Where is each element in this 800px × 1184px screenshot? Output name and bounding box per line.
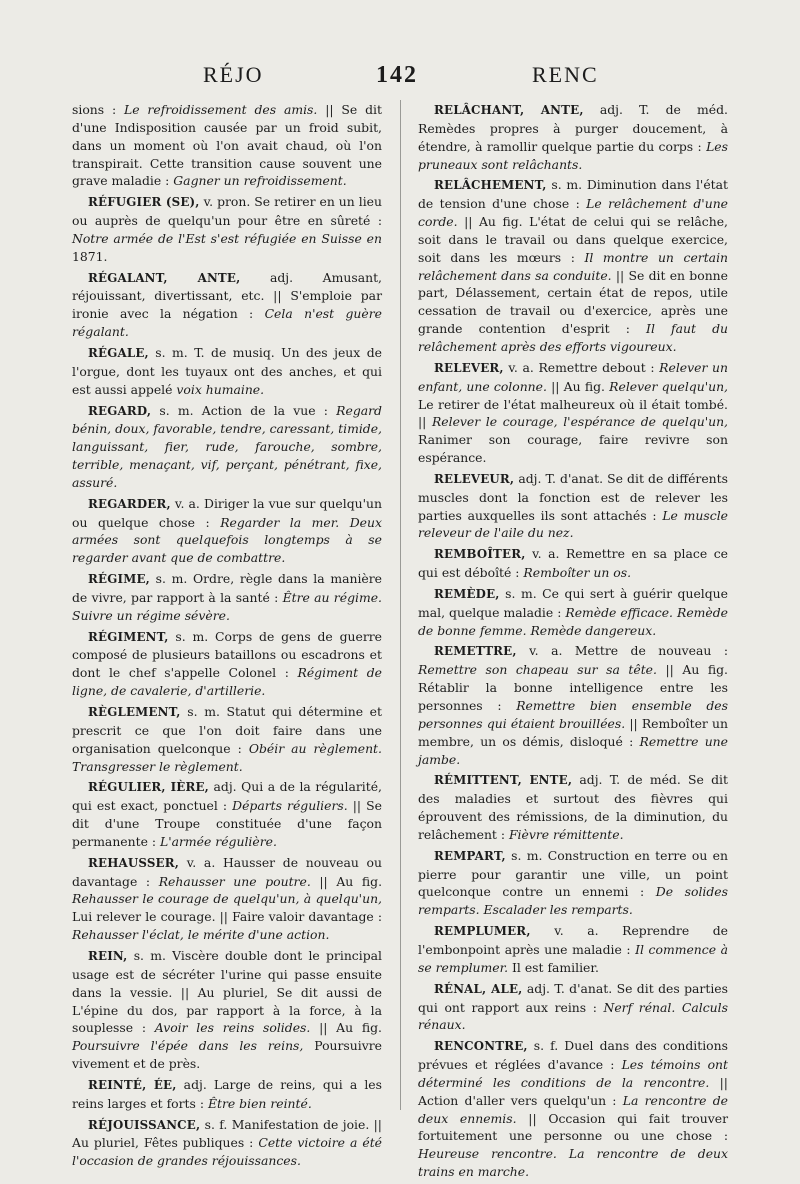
entry-headword: REGARDER, [88,496,171,511]
entry-definition: || Se dit en bonne part, Délassement, certain état de repos, utile cessation de travail ou d'exercice, après une grande contention d'esprit : [418,267,728,337]
dictionary-entry [418,642,728,768]
entry-example: Relever un enfant, une colonne. [418,359,728,394]
entry-definition: s. f. Duel dans des conditions prévues et réglées d'avance : [418,1038,728,1073]
entry-example: Heureuse rencontre. La rencontre de deux trains en marche. [418,1146,728,1180]
entry-example: La rencontre de deux ennemis. [418,1092,728,1126]
entry-definition: adj. Large de reins, qui a les reins larges et forts : [72,1076,382,1111]
entry-definition: || Au fig. [310,1020,382,1036]
entry-definition: v. a. Reprendre de l'embonpoint après une maladie : [418,923,728,957]
entry-example: Remède efficace. Remède de bonne femme. Remède dangereux. [418,604,728,638]
entry-definition: sions : [72,102,125,117]
entry-definition: Le retirer de l'état malheureux où il était tombé. || [418,396,728,430]
dictionary-entry [418,359,728,467]
entry-definition: Il est familier. [508,959,599,975]
entry-example: L'armée régulière. [159,833,277,849]
entry-example: Le refroidissement des amis. [124,102,318,117]
entry-headword: RÉGULIER, IÈRE, [88,780,209,795]
entry-example: Régiment de ligne, de cavalerie, d'artillerie. [72,665,382,699]
entry-headword: REMPLUMER, [434,924,531,939]
dictionary-entry [72,703,382,775]
entry-headword: REMETTRE, [434,644,517,659]
entry-example: Rehausser le courage de quelqu'un, à quelqu'un, [72,891,382,907]
entry-example: Départs réguliers. [232,798,348,814]
dictionary-entry [418,101,728,173]
entry-example: Notre armée de l'Est s'est réfugiée en Suisse en [72,230,382,246]
entry-example: Être au régime. Suivre un régime sévère. [72,589,382,623]
dictionary-entry [72,570,382,625]
entry-example: Remettre son chapeau sur sa tête. [418,662,657,678]
entry-example: Fièvre rémittente. [508,826,624,842]
entry-definition: adj. Qui a de la régularité, qui est exact, ponctuel : [72,779,382,814]
entry-example: Avoir les reins solides. [154,1020,311,1036]
entry-example: Poursuivre l'épée dans les reins, [72,1038,304,1054]
entry-definition: v. pron. Se retirer en un lieu ou auprès de quelqu'un pour être en sûreté : [72,194,382,229]
entry-definition: || Au fig. [310,873,383,889]
entry-example: Relever quelqu'un, [609,378,728,394]
entry-headword: RELEVEUR, [434,471,515,486]
entry-example: Remettre bien ensemble des personnes qui étaient brouillées. [418,698,728,731]
entry-example: Cela n'est guère régalant. [72,306,382,340]
entry-example: voix humaine. [176,381,265,397]
dictionary-entry [72,495,382,567]
entry-definition: || Au fig. L'état de celui qui se relâche, soit dans le travail ou dans quelque exercice, soit dans les mœurs : [418,214,728,265]
entry-example: Il montre un certain relâchement dans sa conduite. [418,249,729,283]
entry-example: Être bien reinté. [207,1095,312,1111]
entry-example: Le relâchement d'une corde. [418,196,729,230]
dictionary-entry [418,847,728,919]
entry-headword: REGARD, [88,403,152,418]
running-header [0,62,800,94]
entry-definition: adj. T. d'anat. Se dit des parties qui ont rapport aux reins : [418,980,728,1015]
entry-example: Remettre une jambe. [418,733,728,767]
entry-definition: || Action d'aller vers quelqu'un : [418,1074,728,1108]
entry-headword: RÉGALE, [88,345,149,360]
dictionary-entry [72,101,382,190]
dictionary-entry [72,854,382,944]
entry-example: De solides remparts. Escalader les remparts. [418,884,728,918]
entry-definition: s. m. Ce qui sert à guérir quelque mal, quelque maladie : [418,585,728,620]
entry-definition: Ranimer son courage, faire revivre son espérance. [418,432,728,466]
dictionary-entry [418,545,728,582]
entry-definition: s. m. Ordre, règle dans la manière de vivre, par rapport à la santé : [72,571,382,605]
entry-headword: REHAUSSER, [88,855,180,870]
entry-example: Nerf rénal. Calculs rénaux. [418,999,728,1033]
entry-headword: RÉNAL, ALE, [434,981,523,996]
entry-headword: RELÂCHEMENT, [434,178,547,193]
entry-definition: adj. Amusant, réjouissant, divertissant, etc. || S'emploie par ironie avec la négation : [72,269,382,322]
entry-definition: || Occasion qui fait trouver fortuitement une personne ou une chose : [418,1110,728,1144]
entry-definition: s. m. Corps de gens de guerre composé de plusieurs bataillons ou escadrons et dont le chef s'appelle Colonel : [72,628,382,681]
entry-definition: || Au fig. [546,378,610,394]
page-number: 142 [376,62,418,88]
entry-definition: v. a. Remettre debout : [503,359,660,375]
entry-headword: REIN, [88,948,128,963]
header-right-guideword: RENC [532,62,599,87]
entry-example: Remboîter un os. [523,565,632,581]
entry-example: Obéir au règlement. Transgresser le règlement. [72,740,382,774]
entry-definition: 1871. [72,248,108,264]
header-left-guideword: RÉJO [203,62,264,87]
right-column [418,101,728,1184]
dictionary-entry [72,193,382,265]
entry-example: Rehausser l'éclat, le mérite d'une action. [72,927,330,943]
entry-definition: adj. T. de méd. Se dit des maladies et surtout des fièvres qui éprouvent des rémissions, de la diminution, du relâchement : [418,772,728,842]
dictionary-entry [72,628,382,700]
entry-headword: RÉMITTENT, ENTE, [434,773,573,788]
entry-headword: RENCONTRE, [434,1039,528,1054]
entry-definition: adj. T. d'anat. Se dit de différents muscles dont la fonction est de relever les parties auxquelles ils sont attachés : [418,470,728,523]
entry-definition: v. a. Mettre de nouveau : [516,643,728,659]
entry-headword: RÉGALANT, ANTE, [88,270,241,285]
left-column [72,101,382,1173]
entry-definition: Lui relever le courage. || Faire valoir davantage : [72,909,382,925]
dictionary-entry [72,402,382,492]
entry-definition: s. m. T. de musiq. Un des jeux de l'orgue, dont les tuyaux ont des anches, et qui est aussi appelé [72,344,382,397]
dictionary-entry [72,1076,382,1113]
entry-headword: REINTÉ, ÉE, [88,1077,177,1092]
entry-example: Le muscle releveur de l'aile du nez. [418,507,728,541]
dictionary-entry [418,470,728,542]
entry-definition: s. m. Statut qui détermine et prescrit ce que l'on doit faire dans une organisation quelconque : [72,704,382,756]
entry-headword: RELÂCHANT, ANTE, [434,103,584,117]
entry-definition: || Remboîter un membre, un os démis, disloqué : [418,715,728,749]
entry-example: Cette victoire a été l'occasion de grandes réjouissances. [72,1135,383,1169]
entry-example: Les témoins ont déterminé les conditions de la rencontre. [418,1057,728,1090]
dictionary-entry [418,922,728,977]
entry-example: Regard bénin, doux, favorable, tendre, caressant, timide, languissant, fier, rude, farouche, sombre, terrible, menaçant, vif, perçant, pénétrant, fixe, assuré. [72,402,382,490]
dictionary-entry [418,1037,728,1181]
entry-definition: v. a. Remettre en sa place ce qui est déboîté : [418,546,728,581]
dictionary-entry [72,778,382,850]
entry-headword: RÉGIME, [88,572,150,587]
entry-example: Il commence à se remplumer. [418,941,728,975]
entry-definition: s. f. Manifestation de joie. || Au pluriel, Fêtes publiques : [72,1116,382,1151]
entry-example: Les pruneaux sont relâchants. [418,138,728,172]
entry-definition: || Se dit d'une Indisposition causée par un froid subit, dans un moment où l'on avait chaud, où l'on transpirait. Cette transition cause souvent une grave maladie : [72,102,382,189]
entry-definition: v. a. Diriger la vue sur quelqu'un ou quelque chose : [72,495,382,530]
entry-definition: Poursuivre vivement et de près. [72,1038,382,1072]
column-divider [400,100,401,1110]
entry-definition: adj. T. de méd. Remèdes propres à purger doucement, à étendre, à ramollir quelque partie du corps : [418,102,728,154]
entry-example: Il faut du relâchement après des efforts vigoureux. [418,321,728,354]
entry-headword: RÈGLEMENT, [88,705,181,719]
entry-headword: REMPART, [434,848,506,863]
dictionary-entry [418,585,728,640]
entry-example: Rehausser une poutre. [158,873,311,889]
entry-headword: REMBOÎTER, [434,547,526,562]
dictionary-entry [418,176,728,355]
entry-definition: || Se dit d'une Troupe constituée d'une façon permanente : [72,798,382,849]
entry-definition: s. m. Action de la vue : [151,402,337,418]
entry-definition: s. m. Diminution dans l'état de tension d'une chose : [418,177,728,212]
entry-headword: RELEVER, [434,360,504,375]
dictionary-entry [418,771,728,843]
entry-example: Regarder la mer. Deux armées sont quelquefois longtemps à se regarder avant que de combattre. [72,514,382,566]
entry-definition: s. m. Construction en terre ou en pierre pour garantir une ville, un point quelconque contre un ennemi : [418,847,728,900]
entry-definition: s. m. Viscère double dont le principal usage est de sécréter l'urine qui passe ensuite dans la vessie. || Au pluriel, Se dit aussi de L'épine du dos, par rapport à la force, à la souplesse : [72,947,382,1036]
entry-headword: RÉJOUISSANCE, [88,1117,201,1132]
entry-example: Relever le courage, l'espérance de quelqu'un, [431,414,728,430]
dictionary-entry [418,980,728,1035]
entry-example: Gagner un refroidissement. [173,173,347,189]
dictionary-entry [72,269,382,341]
entry-headword: RÉGIMENT, [88,629,169,644]
entry-definition: || Au fig. Rétablir la bonne intelligence entre les personnes : [418,662,728,713]
dictionary-entry [72,344,382,399]
entry-definition: v. a. Hausser de nouveau ou davantage : [72,854,382,889]
entry-headword: RÉFUGIER (SE), [88,195,200,210]
dictionary-entry [72,947,382,1073]
dictionary-entry [72,1116,382,1171]
entry-headword: REMÈDE, [434,586,500,601]
